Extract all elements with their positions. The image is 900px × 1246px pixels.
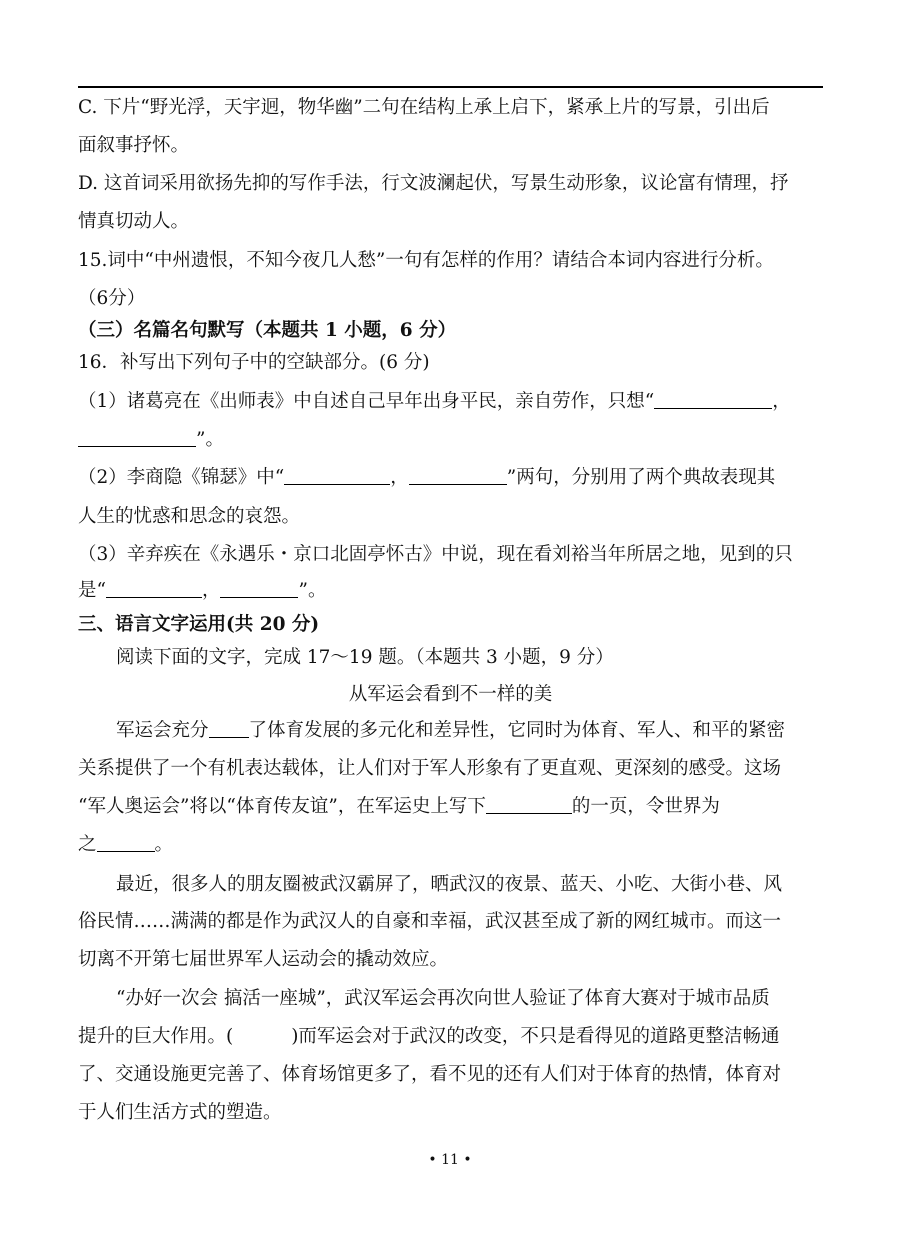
item-1-end: ”。 — [196, 429, 224, 450]
passage-blank[interactable] — [97, 833, 155, 852]
p1-text-a: 军运会充分 — [116, 720, 209, 741]
question-16-item-1 — [78, 389, 838, 415]
passage-p3-line-3: 了、交通设施更完善了、体育场馆更多了，看不见的还有人们对于体育的热情，体育对 — [78, 1064, 782, 1085]
passage-title: 从军运会看到不一样的美 — [348, 684, 553, 705]
passage-p1-line-4 — [78, 832, 838, 858]
passage-p3-line-4: 于人们生活方式的塑造。 — [78, 1102, 282, 1123]
p3-text-b: )而军运会对于武汉的改变，不只是看得见的道路更整洁畅通 — [291, 1026, 780, 1047]
answer-blank[interactable] — [78, 428, 196, 447]
passage-p2-line-3: 切离不开第七届世界军人运动会的撬动效应。 — [78, 949, 449, 970]
answer-blank[interactable] — [654, 390, 772, 409]
p1-text-e: 之 — [78, 834, 97, 855]
question-16-item-1-cont — [78, 427, 838, 453]
item-2-text: （2）李商隐《锦瑟》中“ — [78, 467, 285, 488]
option-c-line-2: 面叙事抒怀。 — [78, 135, 190, 156]
question-16-item-3-cont — [78, 578, 838, 604]
item-3-end: ”。 — [298, 580, 327, 601]
passage-p2-line-2: 俗民情……满满的都是作为武汉人的自豪和幸福，武汉甚至成了新的网红城市。而这一 — [78, 911, 782, 932]
passage-p3-line-1: “办好一次会 搞活一座城”，武汉军运会再次向世人验证了体育大赛对于城市品质 — [116, 988, 770, 1009]
question-16-item-3: （3）辛弃疾在《永遇乐・京口北固亭怀古》中说，现在看刘裕当年所居之地，见到的只 — [78, 544, 793, 565]
question-16-stem: 16．补写出下列句子中的空缺部分。(6 分) — [78, 352, 430, 373]
passage-blank[interactable] — [209, 719, 249, 738]
p1-text-c: “军人奥运会”将以“体育传友谊”，在军运史上写下 — [78, 796, 486, 817]
passage-p1-line-3 — [78, 794, 838, 820]
page-number: • 11 • — [428, 1152, 472, 1168]
item-1-text: （1）诸葛亮在《出师表》中自述自己早年出身平民，亲自劳作，只想“ — [78, 391, 655, 412]
passage-p2-line-1: 最近，很多人的朋友圈被武汉霸屏了，晒武汉的夜景、蓝天、小吃、大街小巷、风 — [116, 874, 783, 895]
answer-blank[interactable] — [284, 466, 390, 485]
section-poems-heading: （三）名篇名句默写（本题共 1 小题，6 分） — [78, 320, 457, 341]
item-3-text: 是“ — [78, 580, 106, 601]
question-15-line-1: 15.词中“中州遗恨，不知今夜几人愁”一句有怎样的作用？请结合本词内容进行分析。 — [78, 250, 774, 271]
p1-text-d: 的一页，令世界为 — [571, 796, 720, 817]
answer-blank[interactable] — [220, 579, 298, 598]
item-2-comma: ， — [390, 467, 409, 488]
question-16-item-2 — [78, 465, 838, 491]
item-1-comma: ， — [772, 391, 791, 412]
answer-blank[interactable] — [106, 579, 202, 598]
option-d-line-2: 情真切动人。 — [78, 211, 190, 232]
passage-blank[interactable] — [486, 795, 572, 814]
reading-instruction: 阅读下面的文字，完成 17～19 题。（本题共 3 小题，9 分） — [116, 647, 614, 668]
top-rule — [78, 86, 823, 88]
item-3-comma: ， — [201, 580, 221, 601]
option-c-line-1: C. 下片“野光浮，天宇迥，物华幽”二句在结构上承上启下，紧承上片的写景，引出后 — [78, 97, 770, 118]
p1-text-f: 。 — [154, 834, 174, 855]
answer-blank[interactable] — [409, 466, 507, 485]
item-2-tail: ”两句，分别用了两个典故表现其 — [506, 467, 776, 488]
p1-text-b: 了体育发展的多元化和差异性，它同时为体育、军人、和平的紧密 — [248, 720, 786, 741]
passage-p1-line-2: 关系提供了一个有机表达载体，让人们对于军人形象有了更直观、更深刻的感受。这场 — [78, 758, 782, 779]
passage-p3-line-2 — [78, 1024, 838, 1050]
question-15-line-2: （6分） — [78, 288, 146, 309]
section-language-heading: 三、语言文字运用(共 20 分) — [78, 614, 320, 635]
option-d-line-1: D. 这首词采用欲扬先抑的写作手法，行文波澜起伏，写景生动形象，议论富有情理，抒 — [78, 173, 789, 194]
passage-p1-line-1 — [116, 718, 876, 744]
p3-text-a: 提升的巨大作用。( — [78, 1026, 234, 1047]
question-16-item-2-cont: 人生的忧惑和思念的哀怨。 — [78, 506, 301, 527]
